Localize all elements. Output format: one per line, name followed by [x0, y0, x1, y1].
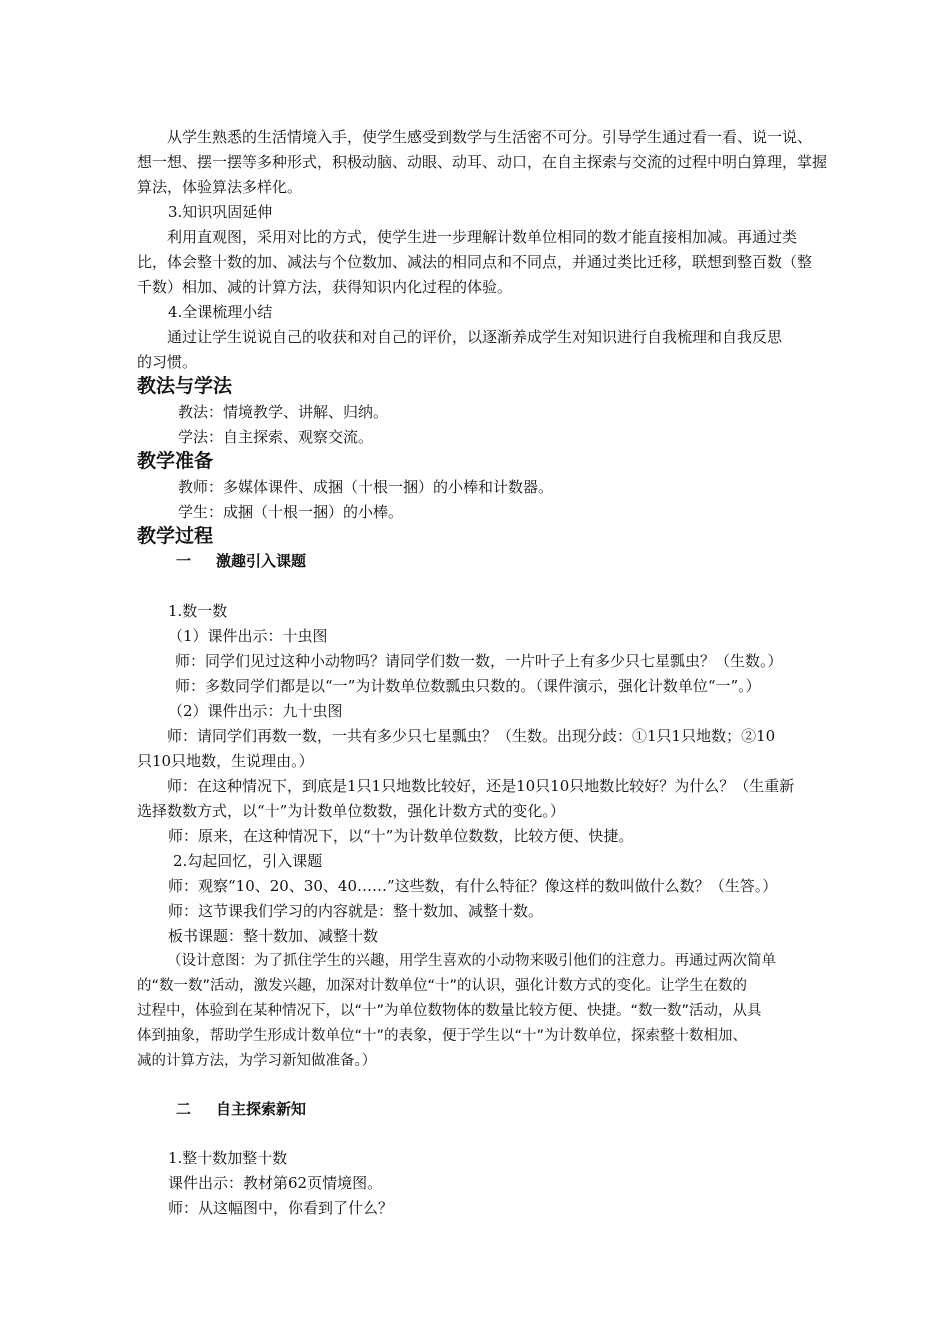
part2-number: 二 [176, 1100, 192, 1118]
part1-heading [176, 549, 306, 574]
item4-paragraph [137, 325, 857, 375]
intro-line-1: 从学生熟悉的生活情境入手，使学生感受到数学与生活密不可分。引导学生通过看一看、说一说、 [167, 128, 813, 146]
part1-teacher-6: 师：观察“10、20、30、40……”这些数，有什么特征？像这样的数叫做什么数？（生答。） [168, 877, 778, 895]
part1-teacher-3 [137, 724, 857, 774]
item3-title: 3.知识巩固延伸 [168, 203, 273, 221]
part1-design-note [137, 949, 857, 1074]
part1-teacher-2: 师：多数同学们都是以“一”为计数单位数瓢虫只数的。（课件演示，强化计数单位“一”。） [175, 677, 761, 695]
item4-line-2: 的习惯。 [137, 353, 198, 371]
part2-title: 自主探索新知 [216, 1100, 307, 1118]
note-line-3: 过程中，体验到在某种情况下，以“十”为单位数物体的数量比较方便、快捷。“数一数”活动，从具 [137, 1003, 762, 1019]
part1-teacher-3-line-1: 师：请同学们再数一数，一共有多少只七星瓢虫？（生数。出现分歧：①1只1只地数；②10 [167, 727, 776, 745]
intro-paragraph [137, 125, 857, 200]
part1-step1: 1.数一数 [168, 602, 228, 620]
part1-step1b: （2）课件出示：九十虫图 [168, 702, 343, 720]
part1-step1a: （1）课件出示：十虫图 [168, 627, 328, 645]
part1-board-title: 板书课题：整十数加、减整十数 [168, 927, 379, 945]
part1-number: 一 [176, 552, 192, 570]
item3-line-1: 利用直观图，采用对比的方式，使学生进一步理解计数单位相同的数才能直接相加减。再通过类 [167, 228, 798, 246]
item4-line-1: 通过让学生说说自己的收获和对自己的评价，以逐渐养成学生对知识进行自我梳理和自我反思 [167, 328, 783, 346]
methods-teach: 教法：情境教学、讲解、归纳。 [178, 403, 389, 421]
part2-heading [176, 1097, 306, 1122]
part1-teacher-7: 师：这节课我们学习的内容就是：整十数加、减整十数。 [168, 902, 544, 920]
part1-teacher-4-line-1: 师：在这种情况下，到底是1只1只地数比较好，还是10只10只地数比较好？为什么？（生重新 [167, 777, 795, 795]
part1-teacher-1: 师：同学们见过这种小动物吗？请同学们数一数，一片叶子上有多少只七星瓢虫？（生数。） [175, 652, 783, 670]
part1-teacher-4-line-2: 选择数数方式，以“十”为计数单位数数，强化计数方式的变化。） [137, 802, 565, 820]
methods-heading: 教法与学法 [137, 375, 233, 397]
item3-line-2: 比，体会整十数的加、减法与个位数加、减法的相同点和不同点，并通过类比迁移，联想到整百数（整 [137, 253, 813, 271]
note-line-4: 体到抽象，帮助学生形成计数单位“十”的表象，便于学生以“十”为计数单位，探索整十数相加、 [137, 1028, 748, 1044]
process-heading: 教学过程 [137, 525, 214, 547]
note-line-1: （设计意图：为了抓住学生的兴趣，用学生喜欢的小动物来吸引他们的注意力。再通过两次简单 [167, 953, 776, 969]
prep-heading: 教学准备 [137, 450, 214, 472]
item4-title: 4.全课梳理小结 [168, 303, 273, 321]
part2-courseware: 课件出示：教材第62页情境图。 [168, 1174, 383, 1192]
prep-student: 学生：成捆（十根一捆）的小棒。 [178, 503, 404, 521]
item3-line-3: 千数）相加、减的计算方法，获得知识内化过程的体验。 [137, 278, 513, 296]
part1-teacher-4 [137, 774, 857, 824]
item3-paragraph [137, 225, 857, 300]
part1-teacher-5: 师：原来，在这种情况下，以“十”为计数单位数数，比较方便、快捷。 [168, 827, 634, 845]
part2-teacher-1: 师：从这幅图中，你看到了什么？ [168, 1199, 394, 1217]
part2-step1: 1.整十数加整十数 [168, 1149, 288, 1167]
note-line-5: 减的计算方法，为学习新知做准备。） [137, 1053, 377, 1069]
intro-line-2: 想一想、摆一摆等多种形式，积极动脑、动眼、动耳、动口，在自主探索与交流的过程中明白算理，掌握 [137, 153, 828, 171]
methods-learn: 学法：自主探索、观察交流。 [178, 428, 374, 446]
part1-teacher-3-line-2: 只10只地数，生说理由。） [137, 752, 314, 770]
prep-teacher: 教师：多媒体课件、成捆（十根一捆）的小棒和计数器。 [178, 478, 554, 496]
note-line-2: 的“数一数”活动，激发兴趣，加深对计数单位“十”的认识，强化计数方式的变化。让学生在数的 [137, 978, 748, 994]
part1-step2: 2.勾起回忆，引入课题 [173, 852, 323, 870]
intro-line-3: 算法，体验算法多样化。 [137, 178, 303, 196]
part1-title: 激趣引入课题 [216, 552, 307, 570]
